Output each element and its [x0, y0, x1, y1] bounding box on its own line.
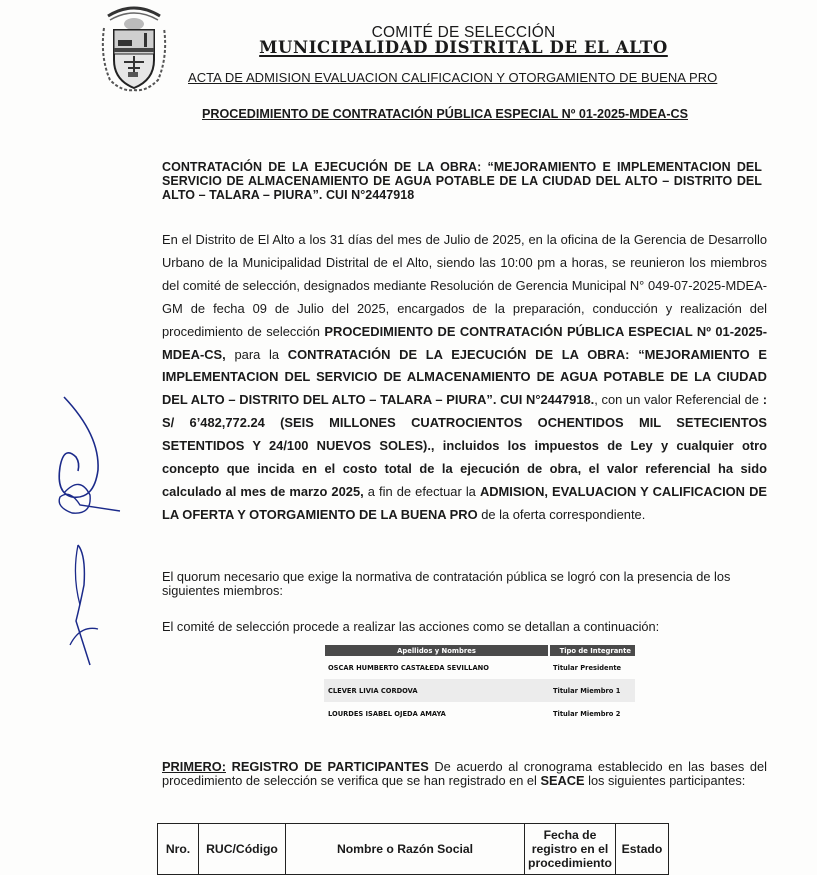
members-table [323, 645, 635, 725]
member-role: Titular Miembro 2 [553, 709, 621, 718]
procedure-title: PROCEDIMIENTO DE CONTRATACIÓN PÚBLICA ESPECIAL Nº 01-2025-MDEA-CS [202, 107, 689, 121]
member-name: OSCAR HUMBERTO CASTAŁEDA SEVILLANO [328, 663, 489, 672]
members-header-name: Apellidos y Nombres [324, 645, 549, 656]
col-fecha-registro: Fecha de registro en el procedimiento [525, 824, 616, 875]
primero-text-2: los siguientes participantes: [584, 772, 746, 788]
member-row [324, 679, 635, 702]
main-text-4: a fin de efectuar la [363, 483, 480, 499]
member-name: CLEVER LIVIA CORDOVA [324, 679, 549, 702]
main-bold-2: CONTRATACIÓN DE LA EJECUCIÓN DE LA OBRA: “MEJORAMIENTO E IMPLEMENTACION DEL SERVICIO DE ALMACENAMIENTO DE AGUA POTABLE DE LA CIUDAD DEL ALTO – DISTRITO DEL ALTO – TALARA – PIURA”. CUI N°2447918. [162, 346, 768, 408]
main-bold-5: ADMISION, EVALUACION Y CALIFICACION DE LA OFERTA Y OTORGAMIENTO DE LA BUENA PRO [162, 483, 767, 522]
main-text-2: para la [225, 346, 288, 362]
member-role: Titular Presidente [553, 663, 622, 672]
member-role: Titular Miembro 1 [549, 679, 635, 702]
contract-title: CONTRATACIÓN DE LA EJECUCIÓN DE LA OBRA: “MEJORAMIENTO E IMPLEMENTACION DEL SERVICIO DE ALMACENAMIENTO DE AGUA POTABLE DE LA CIUDAD DEL ALTO – DISTRITO DEL ALTO – TALARA – PIURA”. CUI N°2447918 [162, 160, 762, 202]
col-nro: Nro. [158, 824, 199, 875]
seace-label: SEACE [540, 772, 585, 788]
municipality-name: MUNICIPALIDAD DISTRITAL DE EL ALTO [259, 38, 668, 57]
main-bold-1: PROCEDIMIENTO DE CONTRATACIÓN PÚBLICA ESPECIAL Nº 01-2025-MDEA-CS, [162, 323, 767, 362]
participants-header-row [158, 824, 669, 875]
member-name: LOURDES ISABEL OJEDA AMAYA [328, 709, 446, 718]
col-estado: Estado [615, 824, 668, 875]
committee-heading: COMITÉ DE SELECCIÓN [371, 24, 556, 41]
col-razon-social: Nombre o Razón Social [286, 824, 525, 875]
signatures-icon [50, 375, 160, 675]
main-paragraph [162, 229, 767, 527]
acta-title: ACTA DE ADMISION EVALUACION CALIFICACION Y OTORGAMIENTO DE BUENA PRO [188, 70, 718, 85]
main-text-3: , con un valor Referencial de [594, 392, 763, 408]
quorum-paragraph: El quorum necesario que exige la normativa de contratación pública se logró con la presencia de los siguientes miembros: [162, 569, 731, 598]
members-header-row [324, 645, 635, 656]
participants-table [157, 823, 669, 875]
members-header-role: Tipo de Integrante [549, 645, 635, 656]
main-text-1: En el Distrito de El Alto a los 31 días del mes de Julio de 2025, en la oficina de la Gerencia de Desarrollo Urbano de la Municipalidad Distrital de el Alto, siendo las 10:00 pm a horas, se reunieron los miembros del comité de selección, designados mediante Resolución de Gerencia Municipal N° 049-07-2025-MDEA-GM de fecha 09 de Julio del 2025, encargados de la preparación, conducción y realización del procedimiento de selección [162, 232, 767, 339]
actions-paragraph: El comité de selección procede a realizar las acciones como se detallan a continuación: [162, 619, 660, 634]
primero-text-1: De acuerdo al cronograma establecido en las bases del procedimiento de selección se verifica que se han registrado en el [162, 759, 767, 788]
main-text-5: de la oferta correspondiente. [477, 506, 646, 522]
main-bold-3: : S/ 6’482,772.24 (SEIS MILLONES CUATROCIENTOS OCHENTIDOS MIL SETECIENTOS SETENTIDOS Y 24/100 NUEVOS SOLES)., [162, 392, 767, 454]
primero-paragraph [162, 760, 767, 788]
member-row [324, 702, 635, 725]
main-bold-4: incluidos los impuestos de Ley y cualquier otro concepto que incida en el costo total de la ejecución de obra, el valor referencial ha sido calculado al mes de marzo 2025, [162, 438, 767, 499]
col-ruc: RUC/Código [199, 824, 286, 875]
primero-heading: REGISTRO DE PARTICIPANTES [226, 759, 429, 774]
primero-label: PRIMERO: [162, 759, 226, 774]
member-row [324, 656, 635, 679]
